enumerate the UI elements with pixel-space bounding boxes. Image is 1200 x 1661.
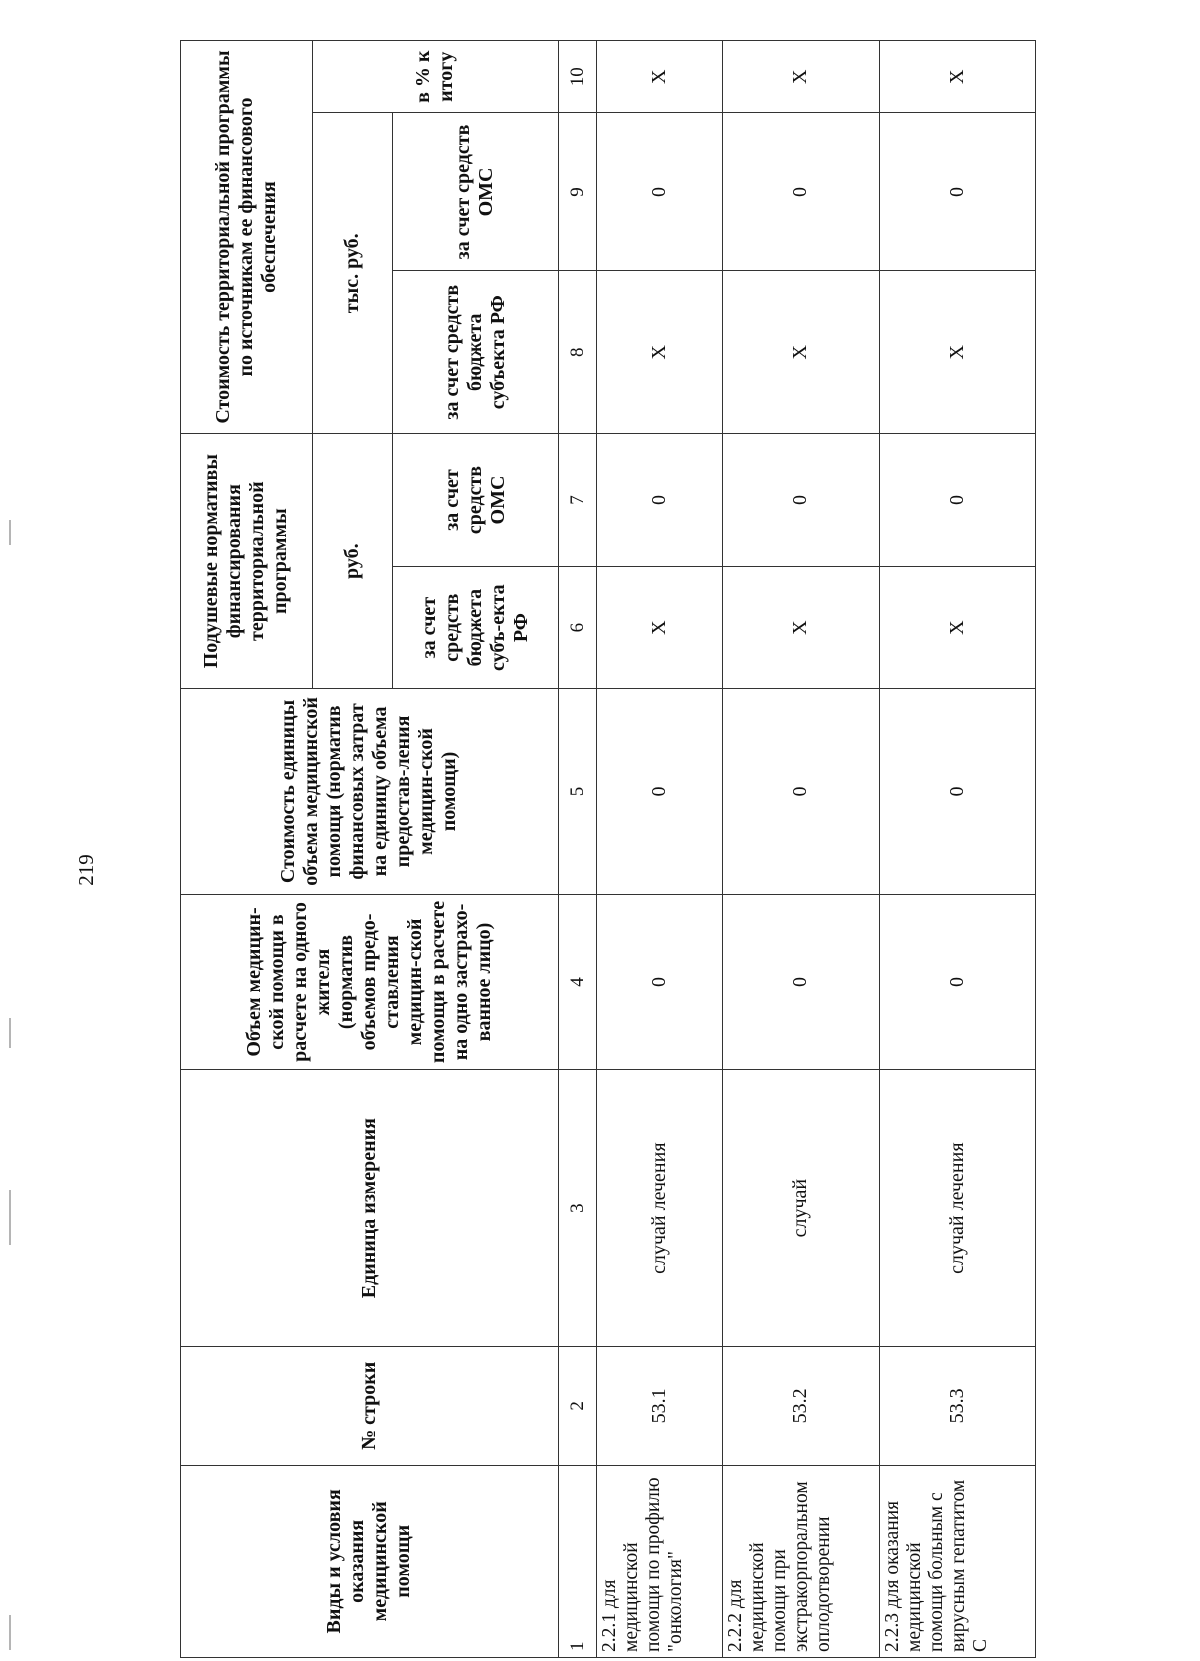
header-unit-cost: Стоимость единицы объема медицинской помощи (норматив финансовых затрат на единицу объема предостав-ления медицин-ской помощи)	[181, 689, 559, 894]
column-number: 9	[558, 113, 596, 271]
row-oms-cost: 0	[723, 113, 879, 271]
row-line-number: 53.1	[596, 1346, 722, 1465]
column-number: 8	[558, 271, 596, 434]
row-oms-percapita: 0	[879, 434, 1035, 567]
row-line-number: 53.2	[723, 1346, 879, 1465]
header-volume: Объем медицин-ской помощи в расчете на одного жителя (норматив объемов предо-ставления медицин-ской помощи в расчете на одно застрахо-ванное лицо)	[181, 894, 559, 1070]
row-line-number: 53.3	[879, 1346, 1035, 1465]
scan-mark	[9, 1190, 11, 1245]
header-budget-cost: за счет средств бюджета субъекта РФ	[393, 271, 559, 434]
header-percapita-group: Подушевые нормативы финансирования территориальной программы	[181, 434, 313, 689]
row-budget-percapita: X	[596, 566, 722, 688]
row-unit: случай	[723, 1070, 879, 1347]
row-unit: случай лечения	[879, 1070, 1035, 1347]
row-percent: X	[879, 41, 1035, 114]
row-oms-percapita: 0	[596, 434, 722, 567]
row-oms-cost: 0	[879, 113, 1035, 271]
row-budget-cost: X	[723, 271, 879, 434]
row-budget-cost: X	[879, 271, 1035, 434]
row-percent: X	[723, 41, 879, 114]
row-oms-cost: 0	[596, 113, 722, 271]
header-kind-conditions: Виды и условия оказания медицинской помощи	[181, 1465, 559, 1657]
row-unit-cost: 0	[596, 689, 722, 894]
row-name: 2.2.2 для медицинской помощи при экстракорпоральном оплодотворении	[723, 1465, 879, 1657]
column-number: 3	[558, 1070, 596, 1347]
row-oms-percapita: 0	[723, 434, 879, 567]
header-percent: в % к итогу	[312, 41, 558, 114]
column-number: 6	[558, 566, 596, 688]
row-percent: X	[596, 41, 722, 114]
table-row	[723, 41, 879, 1658]
row-volume: 0	[723, 894, 879, 1070]
column-number: 4	[558, 894, 596, 1070]
header-unit: Единица измерения	[181, 1070, 559, 1347]
medical-care-table	[180, 40, 1036, 1658]
header-budget-percapita: за счет средств бюджета субъ-екта РФ	[393, 566, 559, 688]
header-oms-cost: за счет средств ОМС	[393, 113, 559, 271]
row-budget-percapita: X	[723, 566, 879, 688]
scan-mark	[9, 1615, 11, 1650]
row-budget-cost: X	[596, 271, 722, 434]
header-oms-percapita: за счет средств ОМС	[393, 434, 559, 567]
column-number: 5	[558, 689, 596, 894]
scan-mark	[9, 520, 11, 545]
header-cost-group: Стоимость территориальной программы по источникам ее финансового обеспечения	[181, 41, 313, 434]
row-budget-percapita: X	[879, 566, 1035, 688]
table-row	[596, 41, 722, 1658]
column-number: 2	[558, 1346, 596, 1465]
row-name: 2.2.3 для оказания медицинской помощи больным с вирусным гепатитом С	[879, 1465, 1035, 1657]
scan-mark	[9, 1018, 11, 1048]
row-volume: 0	[596, 894, 722, 1070]
column-number: 7	[558, 434, 596, 567]
row-name: 2.2.1 для медицинской помощи по профилю "онкология"	[596, 1465, 722, 1657]
header-line-number: № строки	[181, 1346, 559, 1465]
page-number: 219	[74, 854, 98, 886]
header-thous-rub: тыс. руб.	[312, 113, 392, 434]
header-rub: руб.	[312, 434, 392, 689]
row-unit: случай лечения	[596, 1070, 722, 1347]
column-number: 1	[558, 1465, 596, 1657]
row-volume: 0	[879, 894, 1035, 1070]
row-unit-cost: 0	[723, 689, 879, 894]
row-unit-cost: 0	[879, 689, 1035, 894]
table-row	[879, 41, 1035, 1658]
column-number: 10	[558, 41, 596, 114]
